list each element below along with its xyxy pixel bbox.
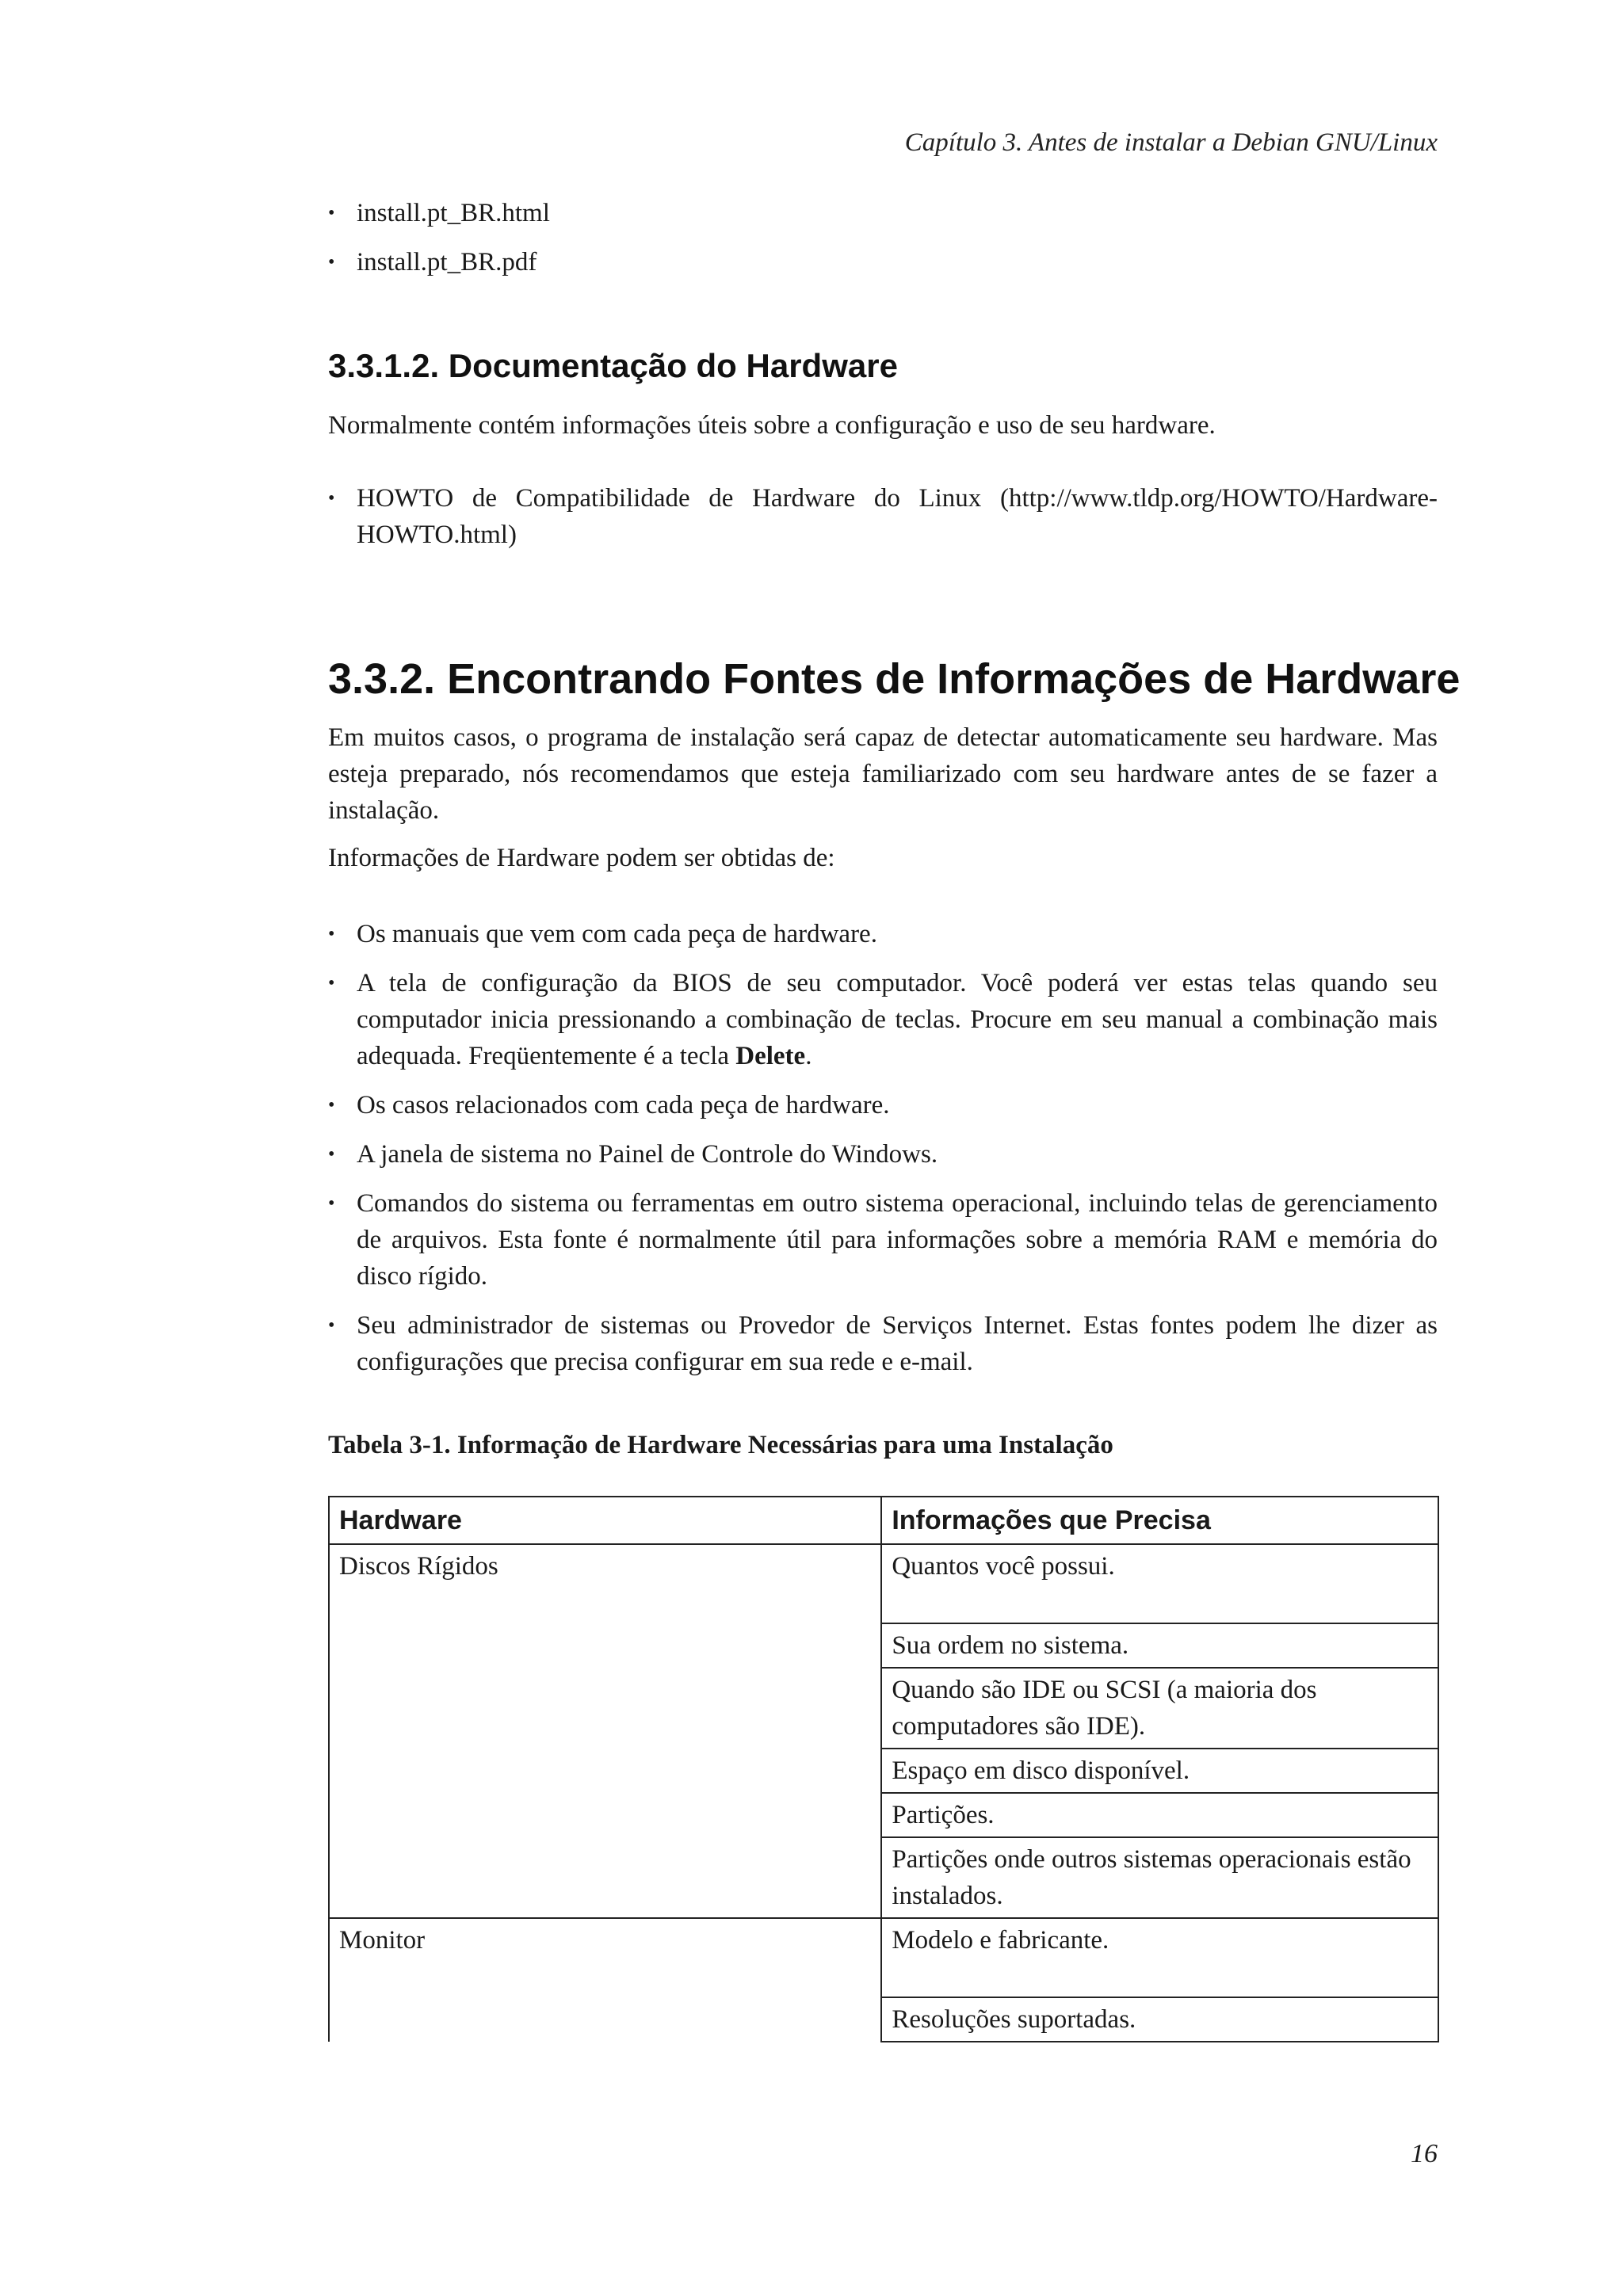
info-cell: Partições. [881, 1793, 1438, 1837]
hardware-info-table [328, 1496, 1439, 2042]
list-item: • Seu administrador de sistemas ou Provedor de Serviços Internet. Estas fontes podem lhe dizer as configurações que precisa configurar em sua rede e e-mail. [328, 1311, 1438, 1376]
file-list [328, 195, 1438, 293]
table-title: Tabela 3-1. Informação de Hardware Necessárias para uma Instalação [328, 1431, 1113, 1459]
list-item: • HOWTO de Compatibilidade de Hardware do Linux (http://www.tldp.org/HOWTO/Hardware-HOWTO.html) [328, 484, 1438, 549]
hardware-sources-list [328, 916, 1438, 1393]
table-header-row [329, 1497, 1438, 1544]
howto-link-text: HOWTO de Compatibilidade de Hardware do Linux (http://www.tldp.org/HOWTO/Hardware-HOWTO.html) [357, 484, 1438, 549]
hardware-cell: Discos Rígidos [329, 1544, 881, 1623]
list-item: • install.pt_BR.html [328, 199, 550, 227]
info-cell: Resoluções suportadas. [881, 1997, 1438, 2042]
delete-key: Delete [735, 1042, 806, 1070]
table-row [329, 1623, 1438, 1668]
info-cell: Quantos você possui. [881, 1544, 1438, 1623]
info-cell: Quando são IDE ou SCSI (a maioria dos computadores são IDE). [881, 1668, 1438, 1749]
info-cell: Espaço em disco disponível. [881, 1749, 1438, 1793]
table-row [329, 1793, 1438, 1837]
column-header-hardware: Hardware [329, 1497, 881, 1544]
list-item: • Comandos do sistema ou ferramentas em outro sistema operacional, incluindo telas de gerenciamento de arquivos. Esta fonte é normalmente útil para informações sobre a memória RAM e memória do disco rígido. [328, 1189, 1438, 1291]
section-heading-332: 3.3.2. Encontrando Fontes de Informações de Hardware [328, 655, 1461, 703]
list-item: • A janela de sistema no Painel de Controle do Windows. [328, 1140, 938, 1169]
table-row [329, 1997, 1438, 2042]
table-row [329, 1918, 1438, 1997]
section-332-para1: Em muitos casos, o programa de instalação será capaz de detectar automaticamente seu hardware. Mas esteja preparado, nós recomendamos que esteja familiarizado com seu hardware antes de se fazer a instalação. [328, 723, 1438, 825]
table-row [329, 1749, 1438, 1793]
section-heading-3312: 3.3.1.2. Documentação do Hardware [328, 347, 898, 384]
table-row [329, 1668, 1438, 1749]
list-item: • install.pt_BR.pdf [328, 248, 537, 277]
info-cell: Partições onde outros sistemas operacionais estão instalados. [881, 1837, 1438, 1918]
section-3312-intro: Normalmente contém informações úteis sobre a configuração e uso de seu hardware. [328, 411, 1216, 440]
list-item: • Os manuais que vem com cada peça de hardware. [328, 920, 877, 948]
column-header-info: Informações que Precisa [881, 1497, 1438, 1544]
info-cell: Sua ordem no sistema. [881, 1623, 1438, 1668]
running-header: Capítulo 3. Antes de instalar a Debian GNU/Linux [904, 128, 1438, 157]
table-row [329, 1837, 1438, 1918]
table-row [329, 1544, 1438, 1623]
list-item: • Os casos relacionados com cada peça de hardware. [328, 1091, 890, 1119]
list-item: • A tela de configuração da BIOS de seu computador. Você poderá ver estas telas quando seu computador inicia pressionando a combinação de teclas. Procure em seu manual a combinação mais adequada. Freqüentemente é a tecla Delete. [328, 969, 1438, 1070]
section-332-para2: Informações de Hardware podem ser obtidas de: [328, 844, 835, 872]
hardware-doc-list [328, 480, 1438, 566]
info-cell: Modelo e fabricante. [881, 1918, 1438, 1997]
page-number: 16 [1411, 2139, 1438, 2168]
hardware-cell: Monitor [329, 1918, 881, 1997]
